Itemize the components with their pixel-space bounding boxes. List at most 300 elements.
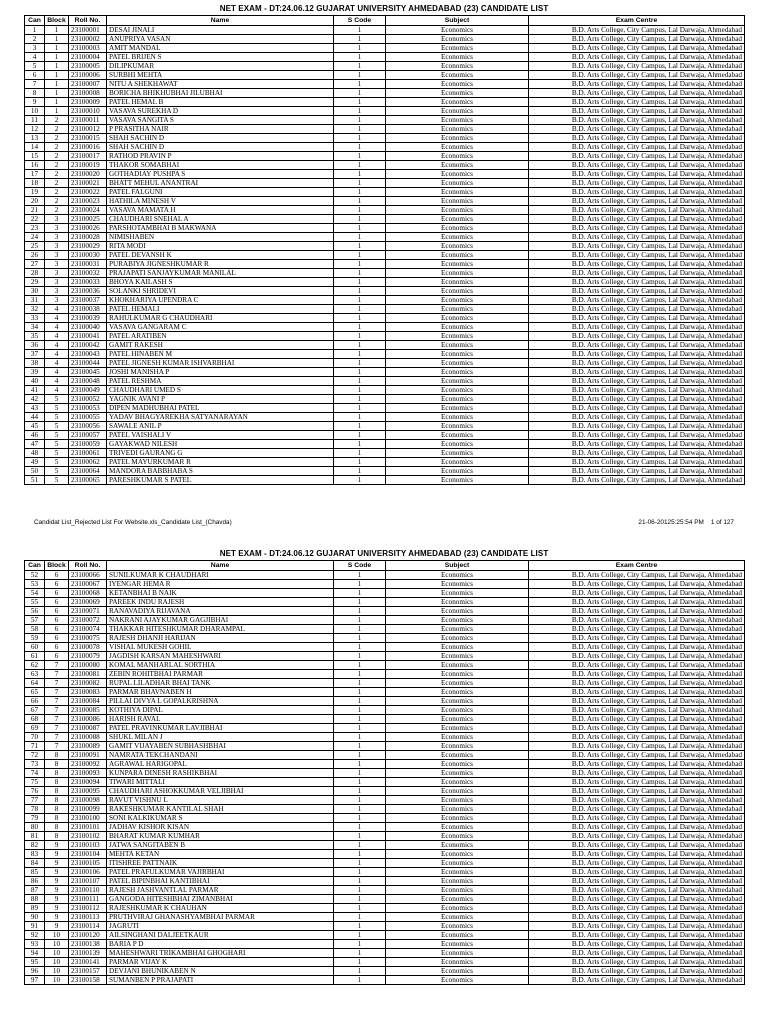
cell-name: PATEL ARATIBEN	[107, 332, 334, 341]
cell-can: 79	[25, 814, 45, 823]
cell-exam-centre: B.D. Arts College, City Campus, Lal Darwaja, Ahmedabad	[529, 125, 745, 134]
cell-subject: Economics	[386, 206, 529, 215]
table-row	[25, 296, 745, 305]
cell-s-code: 1	[334, 89, 386, 98]
table-row	[25, 386, 745, 395]
cell-exam-centre: B.D. Arts College, City Campus, Lal Darwaja, Ahmedabad	[529, 332, 745, 341]
cell-block: 6	[45, 598, 69, 607]
col-header-name: Name	[107, 561, 334, 571]
cell-roll-no: 23100052	[69, 395, 107, 404]
table-row	[25, 787, 745, 796]
cell-roll-no: 23100067	[69, 580, 107, 589]
cell-name: RAJESH DHANJI HARIJAN	[107, 634, 334, 643]
cell-exam-centre: B.D. Arts College, City Campus, Lal Darwaja, Ahmedabad	[529, 287, 745, 296]
cell-roll-no: 23100048	[69, 377, 107, 386]
table-row	[25, 278, 745, 287]
cell-roll-no: 23100157	[69, 967, 107, 976]
cell-subject: Economics	[386, 359, 529, 368]
cell-name: CHAUDHARI UMED S	[107, 386, 334, 395]
cell-can: 81	[25, 832, 45, 841]
cell-name: PARMAR BHAVNABEN H	[107, 688, 334, 697]
cell-exam-centre: B.D. Arts College, City Campus, Lal Darwaja, Ahmedabad	[529, 395, 745, 404]
cell-name: P PRASITHA NAIR	[107, 125, 334, 134]
cell-exam-centre: B.D. Arts College, City Campus, Lal Darwaja, Ahmedabad	[529, 206, 745, 215]
table-row	[25, 715, 745, 724]
cell-block: 5	[45, 395, 69, 404]
cell-can: 88	[25, 895, 45, 904]
cell-subject: Economics	[386, 607, 529, 616]
cell-s-code: 1	[334, 688, 386, 697]
table-row	[25, 652, 745, 661]
cell-exam-centre: B.D. Arts College, City Campus, Lal Darwaja, Ahmedabad	[529, 404, 745, 413]
cell-block: 6	[45, 589, 69, 598]
cell-subject: Economics	[386, 742, 529, 751]
cell-s-code: 1	[334, 607, 386, 616]
cell-roll-no: 23100111	[69, 895, 107, 904]
cell-name: PARMAR VIJAY K	[107, 958, 334, 967]
cell-roll-no: 23100044	[69, 359, 107, 368]
cell-name: JATWA SANGITABEN B	[107, 841, 334, 850]
cell-block: 3	[45, 233, 69, 242]
cell-s-code: 1	[334, 643, 386, 652]
cell-block: 2	[45, 197, 69, 206]
table-row	[25, 413, 745, 422]
table-row	[25, 769, 745, 778]
cell-block: 8	[45, 823, 69, 832]
cell-name: PATEL FALGUNI	[107, 188, 334, 197]
cell-can: 5	[25, 62, 45, 71]
cell-can: 32	[25, 305, 45, 314]
cell-name: RITA MODI	[107, 242, 334, 251]
cell-s-code: 1	[334, 233, 386, 242]
cell-block: 5	[45, 449, 69, 458]
cell-exam-centre: B.D. Arts College, City Campus, Lal Darwaja, Ahmedabad	[529, 787, 745, 796]
cell-subject: Economics	[386, 89, 529, 98]
cell-exam-centre: B.D. Arts College, City Campus, Lal Darwaja, Ahmedabad	[529, 413, 745, 422]
cell-roll-no: 23100092	[69, 760, 107, 769]
cell-block: 8	[45, 751, 69, 760]
cell-roll-no: 23100066	[69, 571, 107, 580]
cell-s-code: 1	[334, 332, 386, 341]
cell-s-code: 1	[334, 359, 386, 368]
cell-block: 3	[45, 278, 69, 287]
cell-exam-centre: B.D. Arts College, City Campus, Lal Darwaja, Ahmedabad	[529, 377, 745, 386]
cell-name: PATEL DEVANSH K	[107, 251, 334, 260]
cell-can: 9	[25, 98, 45, 107]
cell-exam-centre: B.D. Arts College, City Campus, Lal Darwaja, Ahmedabad	[529, 386, 745, 395]
cell-subject: Economics	[386, 431, 529, 440]
cell-roll-no: 23100085	[69, 706, 107, 715]
cell-roll-no: 23100069	[69, 598, 107, 607]
cell-s-code: 1	[334, 143, 386, 152]
cell-roll-no: 23100102	[69, 832, 107, 841]
cell-s-code: 1	[334, 71, 386, 80]
cell-roll-no: 23100071	[69, 607, 107, 616]
cell-can: 18	[25, 179, 45, 188]
cell-can: 35	[25, 332, 45, 341]
cell-roll-no: 23100057	[69, 431, 107, 440]
cell-subject: Economics	[386, 724, 529, 733]
cell-name: KOTHIYA DIPAL	[107, 706, 334, 715]
cell-subject: Economics	[386, 832, 529, 841]
cell-roll-no: 23100093	[69, 769, 107, 778]
cell-s-code: 1	[334, 368, 386, 377]
cell-s-code: 1	[334, 35, 386, 44]
cell-s-code: 1	[334, 98, 386, 107]
cell-subject: Economics	[386, 53, 529, 62]
cell-roll-no: 23100094	[69, 778, 107, 787]
table-row	[25, 134, 745, 143]
cell-block: 3	[45, 215, 69, 224]
cell-name: DILIPKUMAR	[107, 62, 334, 71]
cell-exam-centre: B.D. Arts College, City Campus, Lal Darwaja, Ahmedabad	[529, 661, 745, 670]
table-body	[25, 571, 745, 985]
cell-can: 33	[25, 314, 45, 323]
cell-roll-no: 23100056	[69, 422, 107, 431]
cell-roll-no: 23100055	[69, 413, 107, 422]
cell-s-code: 1	[334, 832, 386, 841]
cell-exam-centre: B.D. Arts College, City Campus, Lal Darwaja, Ahmedabad	[529, 904, 745, 913]
table-row	[25, 814, 745, 823]
cell-name: SHAH SACHIN D	[107, 143, 334, 152]
cell-s-code: 1	[334, 976, 386, 985]
col-header-roll-no: Roll No.	[69, 16, 107, 26]
cell-roll-no: 23100026	[69, 224, 107, 233]
footer-page-number: 1 of 127	[710, 519, 734, 526]
cell-subject: Economics	[386, 823, 529, 832]
cell-name: NITU A SHEKHAWAT	[107, 80, 334, 89]
cell-can: 80	[25, 823, 45, 832]
cell-subject: Economics	[386, 688, 529, 697]
cell-block: 8	[45, 760, 69, 769]
cell-subject: Economics	[386, 80, 529, 89]
cell-subject: Economics	[386, 634, 529, 643]
table-row	[25, 206, 745, 215]
table-row	[25, 125, 745, 134]
cell-exam-centre: B.D. Arts College, City Campus, Lal Darwaja, Ahmedabad	[529, 949, 745, 958]
cell-exam-centre: B.D. Arts College, City Campus, Lal Darwaja, Ahmedabad	[529, 260, 745, 269]
footer-date: 21-06-2012	[638, 519, 672, 526]
cell-s-code: 1	[334, 440, 386, 449]
cell-s-code: 1	[334, 341, 386, 350]
cell-block: 5	[45, 467, 69, 476]
cell-block: 2	[45, 206, 69, 215]
cell-can: 47	[25, 440, 45, 449]
table-row	[25, 269, 745, 278]
cell-s-code: 1	[334, 787, 386, 796]
table-row	[25, 643, 745, 652]
table-row	[25, 449, 745, 458]
cell-subject: Economics	[386, 134, 529, 143]
cell-block: 9	[45, 922, 69, 931]
cell-name: GAYAKWAD NILESH	[107, 440, 334, 449]
table-row	[25, 832, 745, 841]
cell-exam-centre: B.D. Arts College, City Campus, Lal Darwaja, Ahmedabad	[529, 634, 745, 643]
cell-block: 1	[45, 35, 69, 44]
cell-name: PATEL HEMAL B	[107, 98, 334, 107]
table-row	[25, 323, 745, 332]
cell-exam-centre: B.D. Arts College, City Campus, Lal Darwaja, Ahmedabad	[529, 107, 745, 116]
cell-subject: Economics	[386, 332, 529, 341]
cell-roll-no: 23100059	[69, 440, 107, 449]
cell-roll-no: 23100120	[69, 931, 107, 940]
cell-subject: Economics	[386, 571, 529, 580]
cell-exam-centre: B.D. Arts College, City Campus, Lal Darwaja, Ahmedabad	[529, 616, 745, 625]
cell-s-code: 1	[334, 814, 386, 823]
cell-roll-no: 23100005	[69, 62, 107, 71]
cell-subject: Economics	[386, 580, 529, 589]
table-row	[25, 152, 745, 161]
cell-s-code: 1	[334, 922, 386, 931]
cell-roll-no: 23100032	[69, 269, 107, 278]
cell-s-code: 1	[334, 679, 386, 688]
cell-subject: Economics	[386, 697, 529, 706]
table-row	[25, 305, 745, 314]
cell-block: 4	[45, 305, 69, 314]
cell-s-code: 1	[334, 661, 386, 670]
cell-can: 28	[25, 269, 45, 278]
cell-roll-no: 23100081	[69, 670, 107, 679]
cell-exam-centre: B.D. Arts College, City Campus, Lal Darwaja, Ahmedabad	[529, 760, 745, 769]
header-row	[25, 561, 745, 571]
cell-subject: Economics	[386, 269, 529, 278]
cell-roll-no: 23100004	[69, 53, 107, 62]
cell-roll-no: 23100105	[69, 859, 107, 868]
cell-block: 7	[45, 733, 69, 742]
cell-exam-centre: B.D. Arts College, City Campus, Lal Darwaja, Ahmedabad	[529, 931, 745, 940]
cell-subject: Economics	[386, 62, 529, 71]
cell-can: 95	[25, 958, 45, 967]
cell-can: 82	[25, 841, 45, 850]
cell-block: 3	[45, 260, 69, 269]
cell-name: KOMAL MANHARLAL SORTHIA	[107, 661, 334, 670]
cell-name: VASAVA SUREKHA D	[107, 107, 334, 116]
cell-block: 8	[45, 805, 69, 814]
cell-subject: Economics	[386, 652, 529, 661]
cell-roll-no: 23100080	[69, 661, 107, 670]
page-1	[24, 3, 744, 485]
cell-subject: Economics	[386, 625, 529, 634]
table-row	[25, 107, 745, 116]
cell-exam-centre: B.D. Arts College, City Campus, Lal Darwaja, Ahmedabad	[529, 580, 745, 589]
cell-roll-no: 23100021	[69, 179, 107, 188]
cell-subject: Economics	[386, 413, 529, 422]
cell-subject: Economics	[386, 26, 529, 35]
cell-can: 71	[25, 742, 45, 751]
cell-exam-centre: B.D. Arts College, City Campus, Lal Darwaja, Ahmedabad	[529, 715, 745, 724]
cell-can: 91	[25, 922, 45, 931]
cell-block: 9	[45, 877, 69, 886]
table-row	[25, 607, 745, 616]
cell-block: 4	[45, 386, 69, 395]
table-row	[25, 778, 745, 787]
cell-roll-no: 23100095	[69, 787, 107, 796]
cell-roll-no: 23100007	[69, 80, 107, 89]
cell-can: 22	[25, 215, 45, 224]
cell-name: AMIT MANDAL	[107, 44, 334, 53]
table-row	[25, 143, 745, 152]
cell-can: 74	[25, 769, 45, 778]
cell-name: RAJESH JASHVANTLAL PARMAR	[107, 886, 334, 895]
cell-block: 3	[45, 296, 69, 305]
cell-exam-centre: B.D. Arts College, City Campus, Lal Darwaja, Ahmedabad	[529, 323, 745, 332]
cell-exam-centre: B.D. Arts College, City Campus, Lal Darwaja, Ahmedabad	[529, 62, 745, 71]
table-row	[25, 688, 745, 697]
cell-name: PARSHOTAMBHAI B MAKWANA	[107, 224, 334, 233]
cell-s-code: 1	[334, 431, 386, 440]
cell-subject: Economics	[386, 967, 529, 976]
table-row	[25, 868, 745, 877]
cell-roll-no: 23100041	[69, 332, 107, 341]
cell-can: 69	[25, 724, 45, 733]
cell-s-code: 1	[334, 188, 386, 197]
col-header-name: Name	[107, 16, 334, 26]
cell-exam-centre: B.D. Arts College, City Campus, Lal Darwaja, Ahmedabad	[529, 467, 745, 476]
cell-subject: Economics	[386, 715, 529, 724]
cell-block: 7	[45, 688, 69, 697]
cell-can: 58	[25, 625, 45, 634]
cell-name: PATEL PRAFULKUMAR VAJIRBHAI	[107, 868, 334, 877]
cell-exam-centre: B.D. Arts College, City Campus, Lal Darwaja, Ahmedabad	[529, 643, 745, 652]
cell-can: 66	[25, 697, 45, 706]
cell-block: 6	[45, 580, 69, 589]
cell-name: YADAV BHAGYAREKHA SATYANARAYAN	[107, 413, 334, 422]
cell-name: BORICHA BHIKHUBHAI JILUBHAI	[107, 89, 334, 98]
cell-subject: Economics	[386, 287, 529, 296]
cell-name: VASAVA MAMATA H	[107, 206, 334, 215]
cell-exam-centre: B.D. Arts College, City Campus, Lal Darwaja, Ahmedabad	[529, 305, 745, 314]
table-row	[25, 98, 745, 107]
cell-can: 6	[25, 71, 45, 80]
table-row	[25, 431, 745, 440]
table-row	[25, 260, 745, 269]
cell-roll-no: 23100072	[69, 616, 107, 625]
cell-s-code: 1	[334, 850, 386, 859]
cell-subject: Economics	[386, 377, 529, 386]
cell-block: 9	[45, 895, 69, 904]
table-row	[25, 161, 745, 170]
table-row	[25, 580, 745, 589]
cell-exam-centre: B.D. Arts College, City Campus, Lal Darwaja, Ahmedabad	[529, 215, 745, 224]
table-row	[25, 634, 745, 643]
cell-subject: Economics	[386, 386, 529, 395]
cell-exam-centre: B.D. Arts College, City Campus, Lal Darwaja, Ahmedabad	[529, 296, 745, 305]
cell-name: BHARAT KUMAR KUMHAR	[107, 832, 334, 841]
table-row	[25, 931, 745, 940]
cell-can: 10	[25, 107, 45, 116]
cell-can: 39	[25, 368, 45, 377]
cell-exam-centre: B.D. Arts College, City Campus, Lal Darwaja, Ahmedabad	[529, 440, 745, 449]
table-row	[25, 877, 745, 886]
cell-block: 2	[45, 170, 69, 179]
cell-name: GAMIT RAKESH	[107, 341, 334, 350]
cell-s-code: 1	[334, 913, 386, 922]
col-header-exam-centre: Exam Centre	[529, 16, 745, 26]
table-row	[25, 350, 745, 359]
cell-exam-centre: B.D. Arts College, City Campus, Lal Darwaja, Ahmedabad	[529, 823, 745, 832]
cell-block: 4	[45, 332, 69, 341]
cell-block: 10	[45, 976, 69, 985]
cell-s-code: 1	[334, 395, 386, 404]
cell-roll-no: 23100029	[69, 242, 107, 251]
table-row	[25, 215, 745, 224]
cell-subject: Economics	[386, 296, 529, 305]
cell-roll-no: 23100036	[69, 287, 107, 296]
cell-name: PATEL HEMALI	[107, 305, 334, 314]
cell-name: PATEL VAISHALI V	[107, 431, 334, 440]
cell-s-code: 1	[334, 967, 386, 976]
cell-can: 67	[25, 706, 45, 715]
table-row	[25, 467, 745, 476]
cell-subject: Economics	[386, 404, 529, 413]
cell-block: 4	[45, 323, 69, 332]
cell-can: 12	[25, 125, 45, 134]
cell-exam-centre: B.D. Arts College, City Campus, Lal Darwaja, Ahmedabad	[529, 98, 745, 107]
cell-name: PAREEK INDU RAJESH	[107, 598, 334, 607]
cell-exam-centre: B.D. Arts College, City Campus, Lal Darwaja, Ahmedabad	[529, 197, 745, 206]
cell-block: 8	[45, 796, 69, 805]
cell-s-code: 1	[334, 625, 386, 634]
cell-can: 86	[25, 877, 45, 886]
cell-name: CHAUDHARI ASHOKKUMAR VELJIBHAI	[107, 787, 334, 796]
cell-can: 40	[25, 377, 45, 386]
cell-block: 6	[45, 571, 69, 580]
cell-roll-no: 23100086	[69, 715, 107, 724]
cell-block: 6	[45, 607, 69, 616]
col-header-can: Can	[25, 16, 45, 26]
cell-subject: Economics	[386, 868, 529, 877]
cell-roll-no: 23100139	[69, 949, 107, 958]
cell-roll-no: 23100009	[69, 98, 107, 107]
footer-page-info	[638, 517, 734, 529]
cell-name: JOSHI MANISHA P	[107, 368, 334, 377]
cell-s-code: 1	[334, 53, 386, 62]
cell-can: 2	[25, 35, 45, 44]
cell-roll-no: 23100112	[69, 904, 107, 913]
cell-block: 2	[45, 125, 69, 134]
cell-can: 7	[25, 80, 45, 89]
cell-s-code: 1	[334, 895, 386, 904]
cell-block: 8	[45, 832, 69, 841]
cell-s-code: 1	[334, 134, 386, 143]
cell-exam-centre: B.D. Arts College, City Campus, Lal Darwaja, Ahmedabad	[529, 458, 745, 467]
cell-s-code: 1	[334, 886, 386, 895]
cell-can: 87	[25, 886, 45, 895]
table-row	[25, 332, 745, 341]
cell-roll-no: 23100082	[69, 679, 107, 688]
table-row	[25, 53, 745, 62]
cell-block: 4	[45, 341, 69, 350]
cell-subject: Economics	[386, 341, 529, 350]
cell-block: 5	[45, 404, 69, 413]
cell-exam-centre: B.D. Arts College, City Campus, Lal Darwaja, Ahmedabad	[529, 188, 745, 197]
col-header-roll-no: Roll No.	[69, 561, 107, 571]
cell-roll-no: 23100079	[69, 652, 107, 661]
cell-s-code: 1	[334, 278, 386, 287]
cell-roll-no: 23100158	[69, 976, 107, 985]
cell-s-code: 1	[334, 350, 386, 359]
cell-exam-centre: B.D. Arts College, City Campus, Lal Darwaja, Ahmedabad	[529, 269, 745, 278]
cell-exam-centre: B.D. Arts College, City Campus, Lal Darwaja, Ahmedabad	[529, 724, 745, 733]
cell-name: MEHTA KETAN	[107, 850, 334, 859]
header-row	[25, 16, 745, 26]
cell-roll-no: 23100020	[69, 170, 107, 179]
table-row	[25, 697, 745, 706]
cell-subject: Economics	[386, 98, 529, 107]
cell-can: 3	[25, 44, 45, 53]
cell-can: 92	[25, 931, 45, 940]
cell-name: JAGRUTI	[107, 922, 334, 931]
